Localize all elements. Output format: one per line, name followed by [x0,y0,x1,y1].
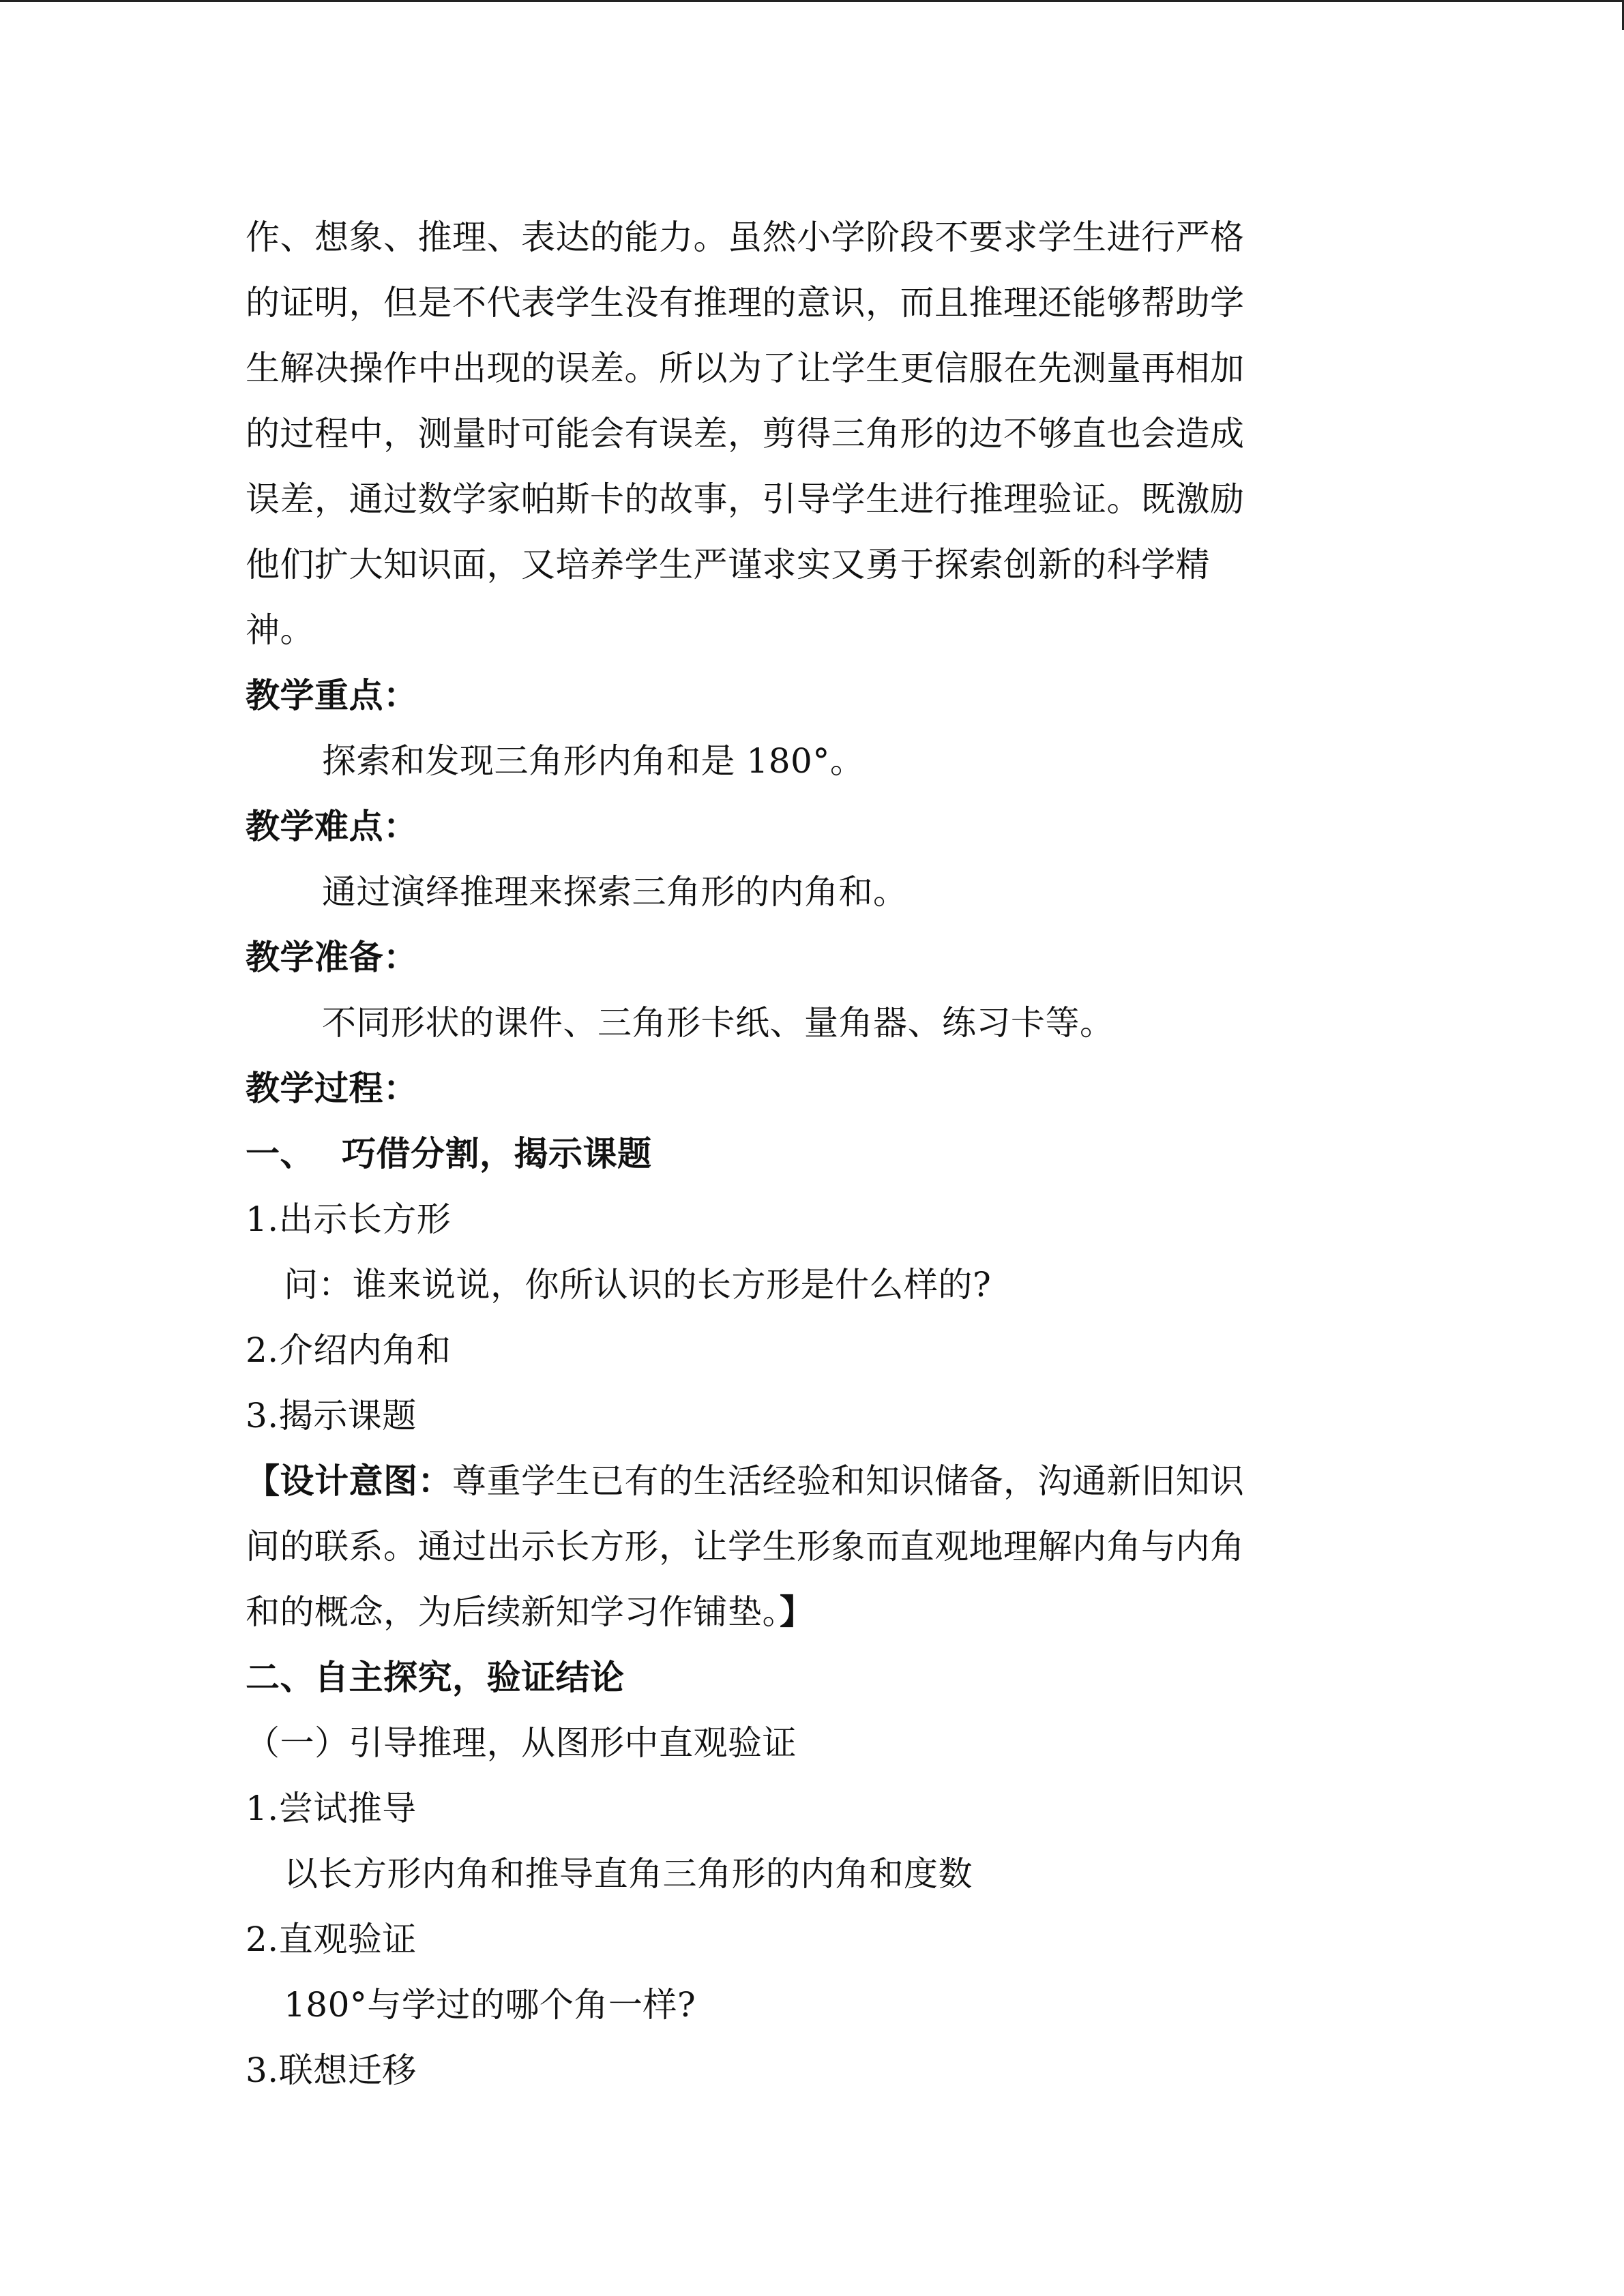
section2-subheading: （一）引导推理，从图形中直观验证 [246,1723,797,1763]
design-intent-line [246,1448,1364,1514]
intro-line: 神。 [246,610,314,650]
design-intent-close: 】 [780,1592,814,1632]
design-intent-line [246,1579,1364,1645]
intro-line: 作、想象、推理、表达的能力。虽然小学阶段不要求学生进行严格 [246,218,1245,257]
section2-item2-detail: 180°与学过的哪个角一样? [284,1985,696,2025]
design-intent-label: 【设计意图： [246,1461,452,1501]
document-body [246,205,1364,2103]
design-intent-text: 尊重学生已有的生活经验和知识储备，沟通新旧知识 [452,1461,1245,1501]
section1-item2: 2.介绍内角和 [246,1330,452,1370]
section1-heading-text: 巧借分割，揭示课题 [342,1134,652,1174]
preparation-heading: 教学准备： [246,938,418,977]
section2-item3: 3.联想迁移 [246,2051,417,2090]
intro-line: 的过程中，测量时可能会有误差，剪得三角形的边不够直也会造成 [246,414,1245,453]
section1-heading [246,1121,1364,1187]
design-intent-text: 和的概念，为后续新知学习作铺垫。 [246,1592,780,1632]
section1-item3: 3.揭示课题 [246,1396,417,1435]
section1-item1: 1.出示长方形 [246,1199,452,1239]
section1-heading-number: 一、 [246,1134,314,1174]
difficulty-heading: 教学难点： [246,807,418,846]
key-point-content: 探索和发现三角形内角和是 180°。 [322,741,865,781]
section2-item2: 2.直观验证 [246,1920,417,1959]
section2-item1: 1.尝试推导 [246,1789,417,1828]
intro-line: 的证明，但是不代表学生没有推理的意识，而且推理还能够帮助学 [246,283,1245,323]
intro-line: 他们扩大知识面，又培养学生严谨求实又勇于探索创新的科学精 [246,545,1210,584]
section1-item1-question: 问：谁来说说，你所认识的长方形是什么样的? [284,1265,992,1304]
difficulty-content: 通过演绎推理来探索三角形的内角和。 [322,872,908,912]
section2-heading: 二、自主探究，验证结论 [246,1658,625,1697]
process-heading: 教学过程： [246,1069,418,1108]
key-point-heading: 教学重点： [246,676,418,715]
top-border-rule [0,0,1624,2]
intro-line: 误差，通过数学家帕斯卡的故事，引导学生进行推理验证。既激励 [246,479,1245,519]
section2-item1-detail: 以长方形内角和推导直角三角形的内角和度数 [284,1854,973,1894]
preparation-content: 不同形状的课件、三角形卡纸、量角器、练习卡等。 [322,1003,1114,1043]
intro-line: 生解决操作中出现的误差。所以为了让学生更信服在先测量再相加 [246,348,1245,388]
design-intent-line: 间的联系。通过出示长方形，让学生形象而直观地理解内角与内角 [246,1527,1245,1566]
